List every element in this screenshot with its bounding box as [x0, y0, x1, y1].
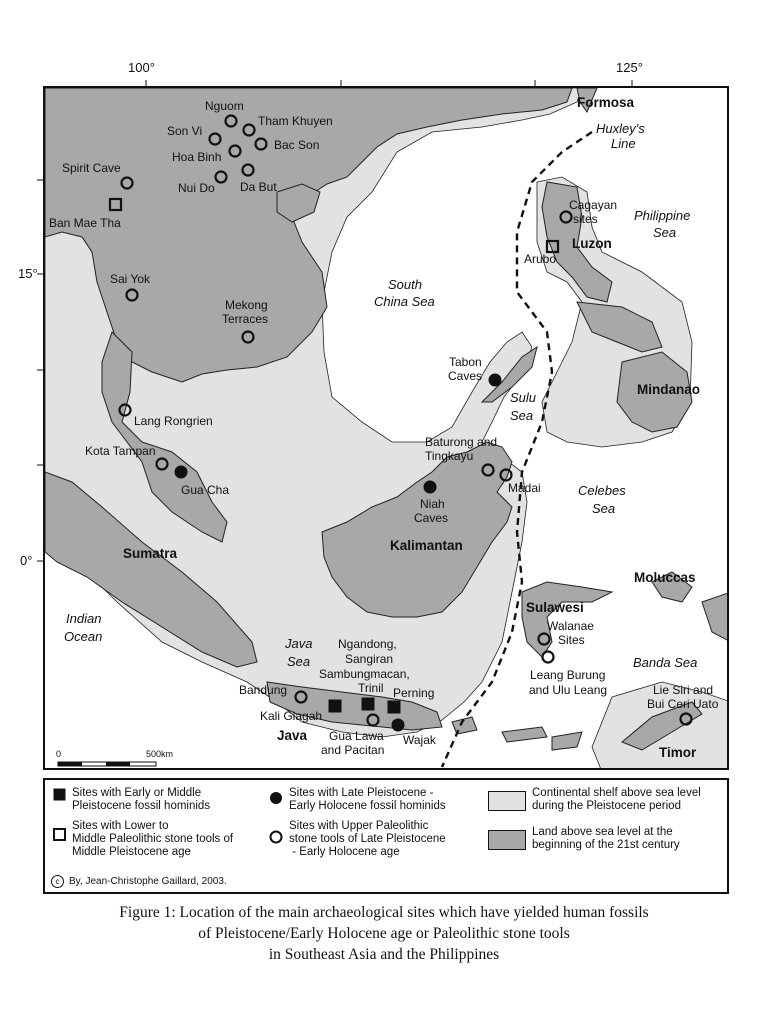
label-baturong-2: Tingkayu: [425, 449, 474, 463]
caption-line-3: in Southeast Asia and the Philippines: [268, 946, 500, 963]
site-marker-wajak: [392, 719, 404, 731]
label-philippine-sea-1: Philippine: [634, 208, 691, 223]
label-sulawesi: Sulawesi: [526, 600, 584, 615]
legend-open-square-line2: Middle Paleolithic stone tools of: [72, 833, 234, 845]
label-trinil: Trinil: [358, 681, 384, 695]
label-ngandong-2: Sangiran: [345, 652, 394, 666]
legend-credit-text: By, Jean-Christophe Gaillard, 2003.: [69, 876, 227, 887]
label-java: Java: [277, 728, 308, 743]
label-nui-do: Nui Do: [178, 181, 215, 195]
legend-shelf-line1: Continental shelf above sea level: [532, 787, 701, 799]
legend-filled-square-line1: Sites with Early or Middle: [72, 787, 202, 799]
label-leang-2: and Ulu Leang: [529, 683, 608, 697]
legend-open-circle-line3: - Early Holocene age: [289, 846, 400, 858]
label-tabon-2: Caves: [448, 369, 483, 383]
caption-line-2: of Pleistocene/Early Holocene age or Paleolithic stone tools: [198, 925, 570, 942]
legend-filled-circle: [269, 787, 446, 813]
label-java-sea-1: Java: [285, 636, 313, 651]
lat-label-15: 15°: [18, 266, 38, 281]
label-sulu-sea-1: Sulu: [510, 390, 537, 405]
legend-shelf-line2: during the Pleistocene period: [532, 800, 681, 812]
legend-land: [488, 826, 680, 852]
legend-open-circle: [269, 820, 446, 859]
label-moluccas: Moluccas: [634, 570, 696, 585]
caption-line-1: Figure 1: Location of the main archaeological sites which have yielded human fossils: [119, 904, 649, 921]
label-lie-siri-1: Lie Siri and: [653, 683, 714, 697]
scale-start: 0: [56, 749, 62, 759]
label-arubo: Arubo: [524, 252, 557, 266]
shelf-swatch-icon: [488, 791, 526, 811]
label-bandung: Bandung: [239, 683, 288, 697]
label-mindanao: Mindanao: [637, 382, 700, 397]
label-sulu-sea-2: Sea: [510, 408, 534, 423]
label-hoa-binh: Hoa Binh: [172, 150, 222, 164]
label-cagayan-2: sites: [573, 212, 598, 226]
label-celebes-sea-1: Celebes: [578, 483, 626, 498]
label-nguom: Nguom: [205, 99, 244, 113]
filled-square-icon: [53, 788, 66, 801]
label-niah-1: Niah: [420, 497, 445, 511]
site-marker-trinil: [362, 698, 374, 710]
label-madai: Madai: [508, 481, 541, 495]
site-marker-ngandong: [329, 700, 341, 712]
legend-filled-square-line2: Pleistocene fossil hominids: [72, 800, 211, 812]
site-marker-perning: [388, 701, 400, 713]
label-ban-mae-tha: Ban Mae Tha: [49, 216, 121, 230]
label-gua-lawa-1: Gua Lawa: [329, 729, 384, 743]
label-spirit-cave: Spirit Cave: [62, 161, 121, 175]
label-indian-ocean-1: Indian: [66, 611, 102, 626]
label-kali-giagah: Kali Giagah: [260, 709, 323, 723]
label-tham-khuyen: Tham Khuyen: [258, 114, 333, 128]
label-lie-siri-2: Bui Ceri Uato: [647, 697, 719, 711]
label-huxley-line-1: Huxley's: [596, 121, 645, 136]
scale-end: 500km: [146, 749, 174, 759]
label-south-china-sea-1: South: [388, 277, 422, 292]
lon-label-100: 100°: [128, 60, 155, 75]
label-son-vi: Son Vi: [167, 124, 203, 138]
label-luzon: Luzon: [572, 236, 612, 251]
map-canvas: [45, 88, 729, 770]
legend: [43, 778, 729, 894]
label-kalimantan: Kalimantan: [390, 538, 463, 553]
land-lesser-sundas: [452, 717, 582, 750]
land-swatch-icon: [488, 830, 526, 850]
label-mekong-2: Terraces: [222, 312, 269, 326]
site-marker-walanae-b: [543, 652, 554, 663]
filled-circle-icon: [269, 791, 283, 805]
figure-caption: [0, 902, 768, 965]
label-wajak: Wajak: [403, 733, 436, 747]
site-marker-gua-cha: [175, 466, 187, 478]
scale-bar: [56, 749, 173, 766]
label-timor: Timor: [659, 745, 697, 760]
lon-label-125: 125°: [616, 60, 643, 75]
label-sai-yok: Sai Yok: [110, 272, 151, 286]
label-indian-ocean-2: Ocean: [64, 629, 103, 644]
land-new-guinea-tip: [702, 592, 729, 642]
label-kota-tampan: Kota Tampan: [85, 444, 156, 458]
label-huxley-line-2: Line: [611, 136, 636, 151]
label-baturong-1: Baturong and: [425, 435, 498, 449]
lat-label-0: 0°: [20, 553, 33, 568]
label-ngandong-3: Sambungmacan,: [319, 667, 410, 681]
label-niah-2: Caves: [414, 511, 449, 525]
label-da-but: Da But: [240, 180, 277, 194]
label-perning: Perning: [393, 686, 435, 700]
label-walanae-1: Walanae: [547, 619, 594, 633]
legend-open-square-line3: Middle Pleistocene age: [72, 846, 191, 858]
label-mekong-1: Mekong: [225, 298, 268, 312]
label-celebes-sea-2: Sea: [592, 501, 616, 516]
label-bac-son: Bac Son: [274, 138, 320, 152]
legend-open-circle-line1: Sites with Upper Paleolithic: [289, 820, 429, 832]
label-ngandong-1: Ngandong,: [338, 637, 397, 651]
label-philippine-sea-2: Sea: [653, 225, 677, 240]
legend-filled-circle-line2: Early Holocene fossil hominids: [289, 800, 446, 812]
label-gua-lawa-2: and Pacitan: [321, 743, 385, 757]
open-circle-icon: [269, 830, 283, 844]
label-lang-rongrien: Lang Rongrien: [134, 414, 213, 428]
label-formosa: Formosa: [577, 95, 635, 110]
legend-open-circle-line2: stone tools of Late Pleistocene: [289, 833, 446, 845]
open-square-icon: [53, 828, 66, 841]
legend-open-square-line1: Sites with Lower to: [72, 820, 169, 832]
legend-credit: [51, 875, 227, 888]
legend-shelf: [488, 787, 701, 813]
label-walanae-2: Sites: [558, 633, 585, 647]
legend-open-square: [53, 820, 233, 859]
label-tabon-1: Tabon: [449, 355, 482, 369]
label-gua-cha: Gua Cha: [181, 483, 230, 497]
label-leang-1: Leang Burung: [530, 668, 606, 682]
site-marker-tabon: [489, 374, 501, 386]
legend-filled-circle-line1: Sites with Late Pleistocene -: [289, 787, 434, 799]
label-java-sea-2: Sea: [287, 654, 311, 669]
label-south-china-sea-2: China Sea: [374, 294, 435, 309]
map-frame: [43, 86, 729, 770]
label-banda-sea: Banda Sea: [633, 655, 698, 670]
legend-land-line1: Land above sea level at the: [532, 826, 673, 838]
label-sumatra: Sumatra: [123, 546, 178, 561]
copyright-icon: c: [51, 875, 64, 888]
site-marker-niah: [424, 481, 436, 493]
legend-land-line2: beginning of the 21st century: [532, 839, 680, 851]
legend-filled-square: [53, 787, 210, 813]
label-cagayan-1: Cagayan: [569, 198, 618, 212]
